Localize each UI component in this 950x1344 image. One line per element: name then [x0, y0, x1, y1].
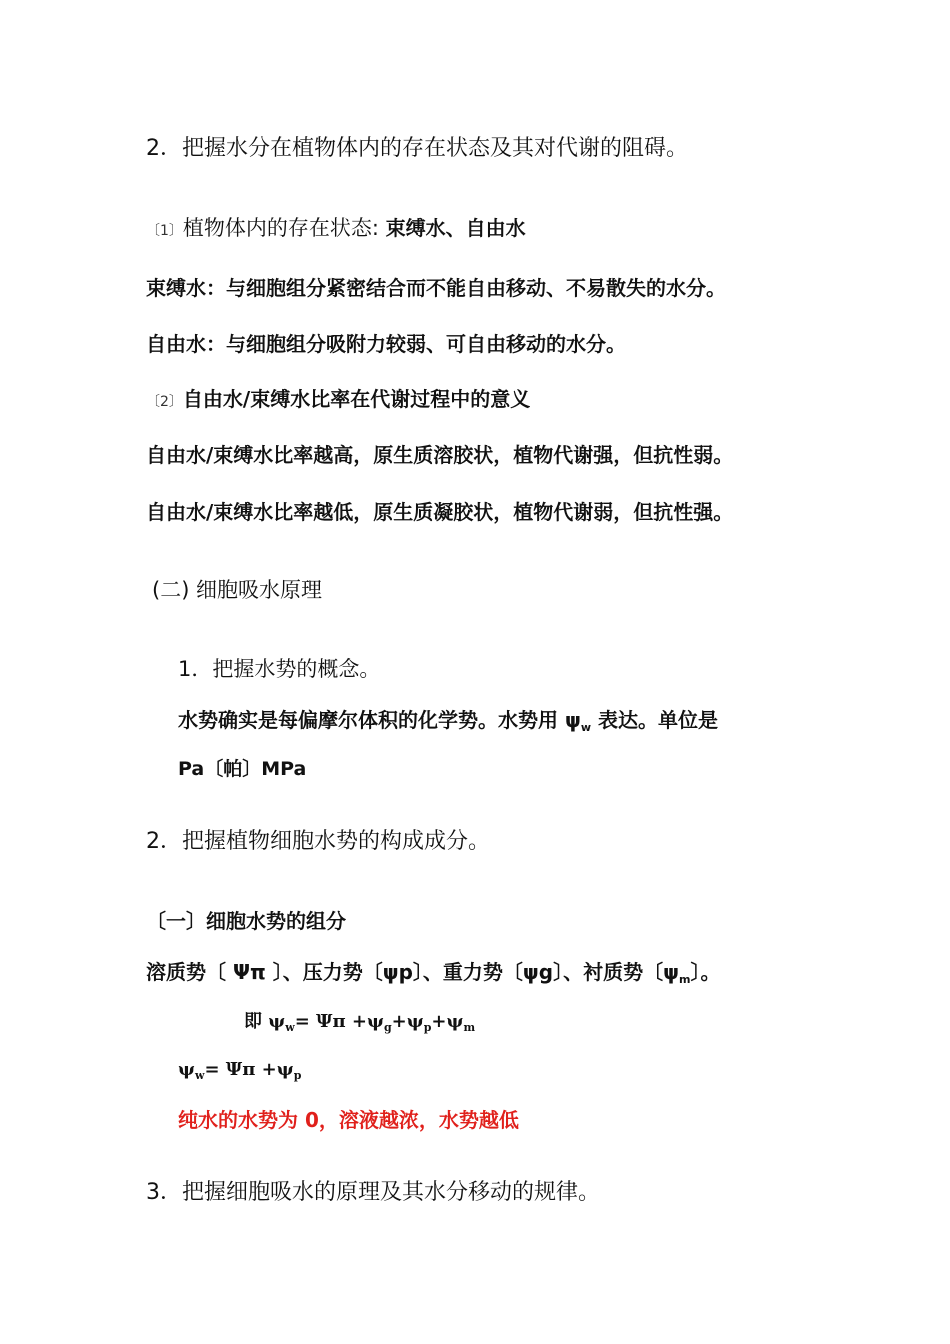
- water-potential-definition: [178, 708, 718, 732]
- formula1-prefix: 即 ψ: [244, 1011, 286, 1032]
- item2-text: 自由水/束缚水比率在代谢过程中的意义: [182, 387, 531, 411]
- item1-line: [146, 216, 526, 241]
- formula1-mid2: +ψ: [391, 1011, 424, 1032]
- item2-number: 〔2〕: [146, 394, 183, 410]
- formula2-sub-w: w: [194, 1069, 205, 1082]
- pure-water-note: 纯水的水势为 0，溶液越浓，水势越低: [178, 1108, 519, 1132]
- components-subscript: m: [679, 973, 691, 986]
- item1-text: 植物体内的存在状态:: [182, 216, 386, 240]
- components-text: 溶质势〔 Ψπ 〕、压力势〔ψp〕、重力势〔ψg〕、衬质势〔ψ: [146, 960, 680, 984]
- definition-text: 水势确实是每偏摩尔体积的化学势。水势用 ψ: [178, 708, 581, 732]
- components-list: [146, 960, 720, 984]
- formula1-sub-m: m: [463, 1021, 476, 1034]
- point1-water-potential-concept: 1．把握水势的概念。: [178, 657, 381, 681]
- components-tail: 〕。: [690, 960, 721, 984]
- point3-absorption-principle: 3．把握细胞吸水的原理及其水分移动的规律。: [146, 1180, 600, 1205]
- formula1-sub-g: g: [383, 1021, 392, 1034]
- formula1-sub-w: w: [285, 1021, 295, 1034]
- point2-components-heading: 2．把握植物细胞水势的构成成分。: [146, 829, 490, 854]
- section-heading-water-states: 2．把握水分在植物体内的存在状态及其对代谢的阻碍。: [146, 136, 688, 161]
- formula-short: [178, 1059, 301, 1081]
- section-heading-cell-water-absorption: (二) 细胞吸水原理: [152, 578, 323, 602]
- formula1-sub-p: p: [423, 1021, 432, 1034]
- components-subheading: 〔一〕细胞水势的组分: [146, 909, 346, 933]
- bound-water-definition: 束缚水：与细胞组分紧密结合而不能自由移动、不易散失的水分。: [146, 276, 726, 300]
- item1-number: 〔1〕: [146, 223, 183, 239]
- formula-full: [244, 1011, 475, 1033]
- free-water-definition: 自由水：与细胞组分吸附力较弱、可自由移动的水分。: [146, 332, 626, 356]
- ratio-low-statement: 自由水/束缚水比率越低，原生质凝胶状，植物代谢弱，但抗性强。: [146, 500, 734, 524]
- formula1-mid3: +ψ: [431, 1011, 464, 1032]
- formula2-prefix: ψ: [178, 1059, 195, 1080]
- formula2-sub-p: p: [293, 1069, 302, 1082]
- definition-subscript: w: [580, 721, 592, 734]
- definition-tail: 表达。单位是: [591, 708, 718, 732]
- ratio-high-statement: 自由水/束缚水比率越高，原生质溶胶状，植物代谢强，但抗性弱。: [146, 443, 734, 467]
- formula1-mid1: = Ψπ +ψ: [294, 1011, 384, 1032]
- item1-bold-text: 束缚水、自由水: [385, 216, 526, 240]
- unit-line: Pa〔帕〕MPa: [178, 758, 307, 780]
- formula2-mid: = Ψπ +ψ: [204, 1059, 294, 1080]
- item2-line: [146, 387, 530, 411]
